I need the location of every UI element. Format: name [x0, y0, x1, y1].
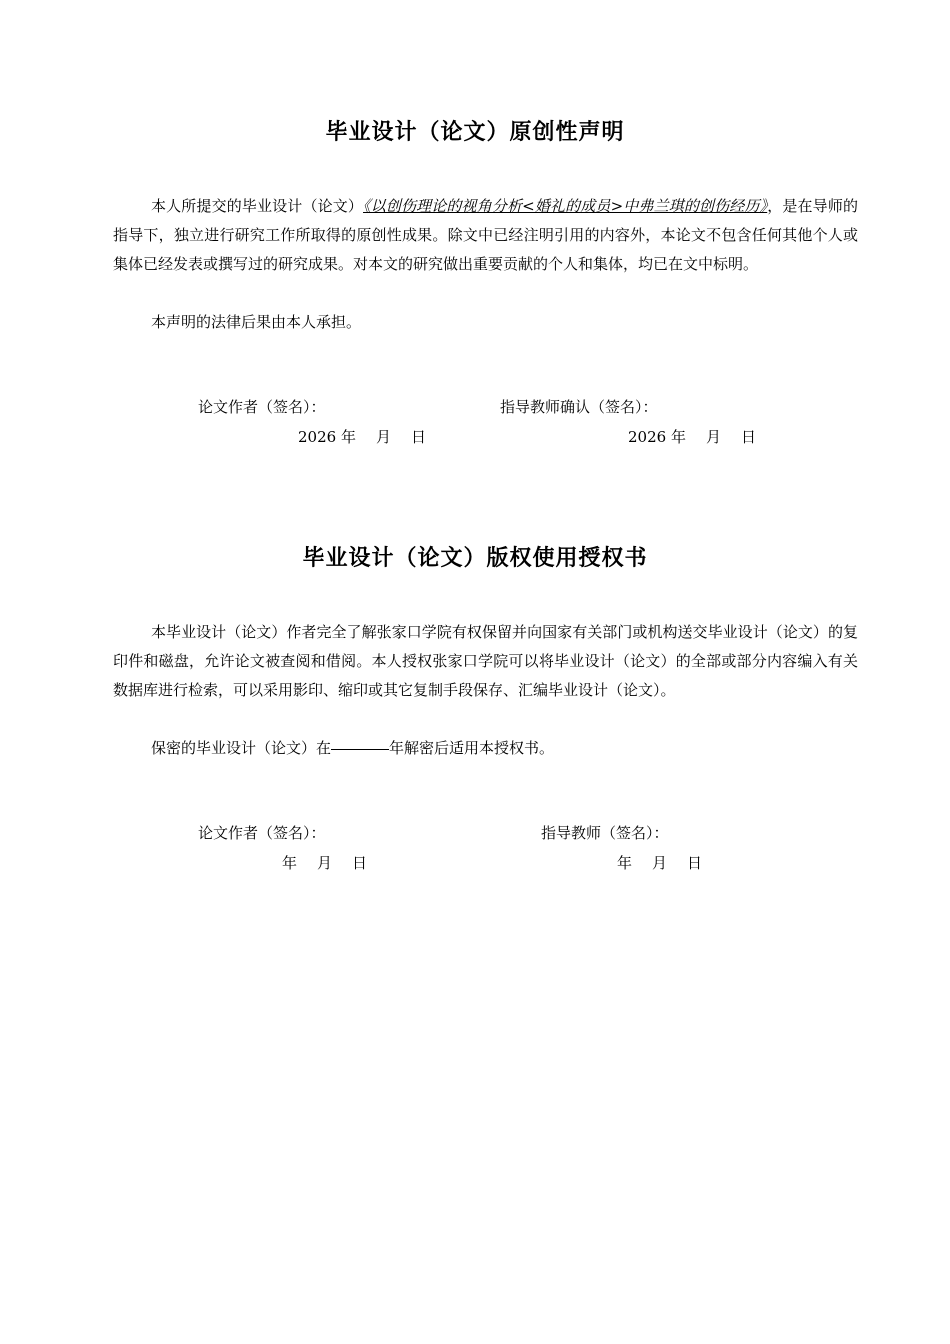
date-month: 月 [705, 428, 721, 446]
declaration-para2-text: 本声明的法律后果由本人承担。 [151, 313, 362, 331]
authorization-paragraph-2 [113, 734, 858, 763]
authorization-author-date [282, 852, 367, 873]
declaration-author-sign-label: 论文作者（签名）： [198, 398, 326, 416]
authorization-paragraph-1 [113, 618, 858, 705]
years-blank [331, 749, 389, 750]
date-day: 日 [352, 854, 368, 872]
authorization-title: 毕业设计（论文）版权使用授权书 [302, 546, 648, 571]
authorization-advisor-sign-label: 指导教师（签名）： [541, 824, 669, 842]
declaration-para1-prefix: 本人所提交的毕业设计（论文） [151, 197, 364, 215]
date-year: 2026 年 [628, 428, 686, 446]
authorization-para1-text: 本毕业设计（论文）作者完全了解张家口学院有权保留并向国家有关部门或机构送交毕业设计（论文）的复印件和磁盘，允许论文被查阅和借阅。本人授权张家口学院可以将毕业设计（论文）的全部或部分内容编入有关数据库进行检索，可以采用影印、缩印或其它复制手段保存、汇编毕业设计（论文）。 [113, 623, 858, 699]
authorization-para2-suffix: 年解密后适用本授权书。 [389, 739, 555, 757]
declaration-title: 毕业设计（论文）原创性声明 [325, 120, 625, 145]
date-year: 2026 年 [298, 428, 356, 446]
declaration-para1-rest: 是在导师的指导下，独立进行研究工作所取得的原创性成果。除文中已经注明引用的内容外，本论文不包含任何其他个人或集体已经发表或撰写过的研究成果。对本文的研究做出重要贡献的个人和集体，均已在文中标明。 [113, 197, 858, 273]
date-year: 年 [282, 854, 298, 872]
authorization-author-sign-label: 论文作者（签名）： [198, 824, 326, 842]
date-day: 日 [740, 428, 756, 446]
declaration-para1-suffix: ， [767, 197, 783, 215]
date-month: 月 [375, 428, 391, 446]
authorization-para2-prefix: 保密的毕业设计（论文）在 [151, 739, 332, 757]
declaration-paragraph-2 [113, 308, 858, 337]
date-month: 月 [652, 854, 668, 872]
authorization-advisor-date [617, 852, 702, 873]
declaration-advisor-sign-label: 指导教师确认（签名）： [500, 398, 658, 416]
declaration-advisor-date [628, 426, 756, 447]
date-day: 日 [687, 854, 703, 872]
date-month: 月 [317, 854, 333, 872]
date-day: 日 [410, 428, 426, 446]
declaration-paragraph-1 [113, 192, 858, 279]
thesis-title: 《以创伤理论的视角分析<婚礼的成员>中弗兰琪的创伤经历》 [363, 197, 768, 215]
declaration-author-date [298, 426, 426, 447]
date-year: 年 [617, 854, 633, 872]
